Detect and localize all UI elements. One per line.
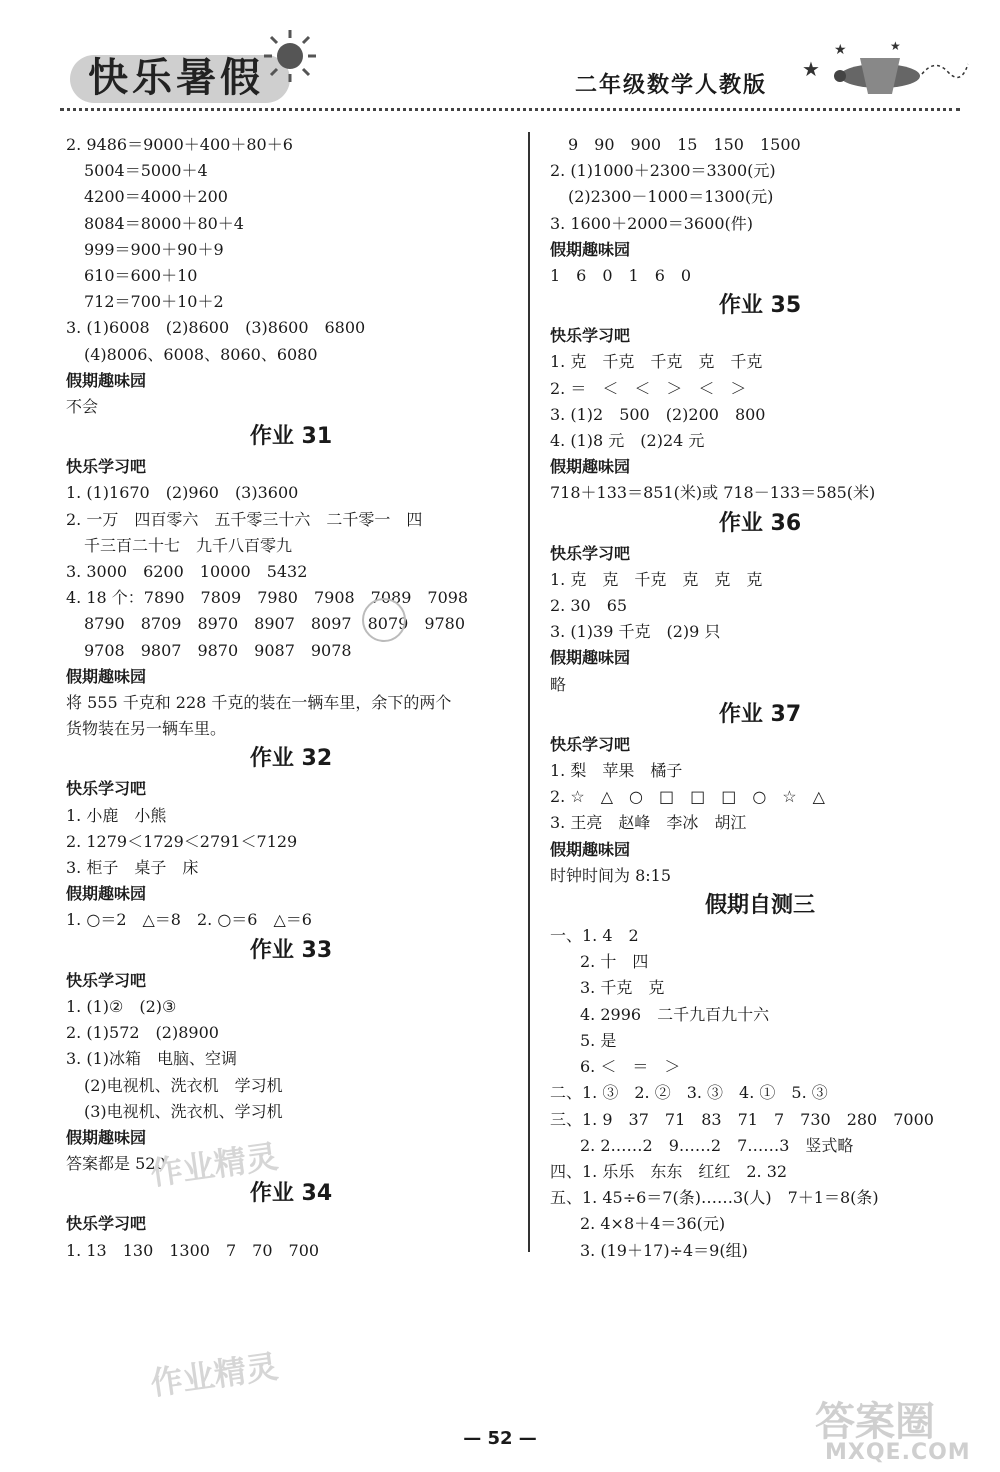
section-label: 假期趣味园 <box>550 239 631 259</box>
watermark-text-bottom: 作业精灵 <box>148 1347 281 1403</box>
section-label: 假期趣味园 <box>550 648 631 668</box>
answer-line: 3. 1600＋2000＝3600(件) <box>550 213 753 233</box>
answer-line: 1 6 0 1 6 0 <box>550 266 692 286</box>
answer-line-indented: 4200＝4000＋200 <box>84 187 228 207</box>
answer-line-indented: 9 90 900 15 150 1500 <box>568 135 801 154</box>
book-subtitle: 二年级数学人教版 <box>575 72 768 98</box>
section-label: 快乐学习吧 <box>550 326 631 346</box>
answer-line: 3. (1)2 500 (2)200 800 <box>550 404 766 424</box>
answer-line: 二、1. ③ 2. ② 3. ③ 4. ① 5. ③ <box>550 1083 828 1103</box>
left-answer-column <box>66 132 516 1264</box>
svg-text:★: ★ <box>890 39 901 53</box>
answer-line: 2. (1)572 (2)8900 <box>66 1023 219 1043</box>
answer-line-indented: 610＝600＋10 <box>84 266 198 286</box>
answer-line: 2. 30 65 <box>550 596 628 616</box>
answer-line-indented: 3. 千克 克 <box>580 978 665 998</box>
sun-icon <box>262 28 318 84</box>
logo-title: 快乐暑假 <box>88 55 264 101</box>
answer-line: 1. (1)② (2)③ <box>66 996 177 1016</box>
answer-line: 2. 一万 四百零六 五千零三十六 二千零一 四 <box>66 509 423 529</box>
answer-line: 1. ○＝2 △＝8 2. ○＝6 △＝6 <box>66 910 312 930</box>
airplane-icon <box>800 38 970 103</box>
answer-line-indented: 5004＝5000＋4 <box>84 161 208 181</box>
answer-line-indented: (2)电视机、洗衣机 学习机 <box>84 1075 283 1095</box>
answer-line-indented: 千三百二十七 九千八百零九 <box>84 535 293 555</box>
answer-line: 3. (1)6008 (2)8600 (3)8600 6800 <box>66 318 366 338</box>
answer-line: 4. (1)8 元 (2)24 元 <box>550 431 705 451</box>
section-label: 快乐学习吧 <box>550 543 631 563</box>
section-label: 假期趣味园 <box>550 457 631 477</box>
section-label: 假期趣味园 <box>66 884 147 904</box>
watermark-stamp-icon <box>362 598 406 642</box>
answer-line: 1. (1)1670 (2)960 (3)3600 <box>66 483 299 503</box>
section-label: 快乐学习吧 <box>66 457 147 477</box>
answer-line-indented: 5. 是 <box>580 1030 617 1050</box>
answer-line: 不会 <box>66 397 99 417</box>
answer-line: 3. (1)冰箱 电脑、空调 <box>66 1049 238 1069</box>
answer-line: 三、1. 9 37 71 83 71 7 730 280 7000 <box>550 1109 934 1129</box>
answer-line: 1. 克 千克 千克 克 千克 <box>550 352 763 372</box>
answer-line: 货物装在另一辆车里。 <box>66 719 227 739</box>
svg-text:★: ★ <box>834 42 847 58</box>
answer-line-indented: 2. 十 四 <box>580 952 649 972</box>
answer-line: 3. (1)39 千克 (2)9 只 <box>550 622 721 642</box>
page-number: — 52 — <box>463 1428 537 1449</box>
answer-line-indented: 2. 2……2 9……2 7……3 竖式略 <box>580 1135 854 1155</box>
homework-heading: 作业 32 <box>249 746 333 772</box>
homework-heading: 作业 37 <box>718 701 802 727</box>
answer-line: 2. ☆ △ ○ □ □ □ ○ ☆ △ <box>550 787 825 807</box>
answer-line: 将 555 千克和 228 千克的装在一辆车里，余下的两个 <box>66 693 452 713</box>
right-answer-column <box>550 132 970 1264</box>
answer-line: 2. (1)1000＋2300＝3300(元) <box>550 161 776 181</box>
homework-heading: 作业 33 <box>249 937 333 963</box>
answer-line-indented: 2. 4×8＋4＝36(元) <box>580 1214 726 1234</box>
section-label: 假期趣味园 <box>66 370 147 390</box>
section-label: 快乐学习吧 <box>550 734 631 754</box>
homework-heading: 假期自测三 <box>704 893 815 919</box>
answer-line-indented: 4. 2996 二千九百九十六 <box>580 1004 770 1024</box>
svg-text:★: ★ <box>802 57 820 81</box>
homework-heading: 作业 31 <box>249 424 333 450</box>
answer-line: 2. ＝ ＜ ＜ ＞ ＜ ＞ <box>550 378 747 398</box>
answer-line: 1. 小鹿 小熊 <box>66 805 167 825</box>
answer-line: 2. 1279＜1729＜2791＜7129 <box>66 831 298 851</box>
header-dotted-rule <box>60 108 960 111</box>
answer-line: 3. 柜子 桌子 床 <box>66 858 199 878</box>
answer-line-indented: 712＝700＋10＋2 <box>84 292 224 312</box>
answer-line: 3. 3000 6200 10000 5432 <box>66 562 308 582</box>
answer-line-indented: 999＝900＋90＋9 <box>84 239 224 259</box>
answer-line-indented: (4)8006、6008、8060、6080 <box>84 344 318 364</box>
section-label: 快乐学习吧 <box>66 1214 147 1234</box>
homework-heading: 作业 35 <box>718 293 802 319</box>
answer-line-indented: (3)电视机、洗衣机、学习机 <box>84 1101 283 1121</box>
section-label: 假期趣味园 <box>550 839 631 859</box>
watermark-logo: 答案圈 <box>815 1399 935 1445</box>
answer-line: 略 <box>550 674 567 694</box>
answer-line: 718＋133＝851(米)或 718－133＝585(米) <box>550 483 876 503</box>
answer-line: 1. 13 130 1300 7 70 700 <box>66 1240 320 1260</box>
section-label: 假期趣味园 <box>66 1127 147 1147</box>
answer-line: 五、1. 45÷6＝7(条)……3(人) 7＋1＝8(条) <box>550 1188 879 1208</box>
answer-line-indented: (2)2300－1000＝1300(元) <box>568 187 774 207</box>
section-label: 快乐学习吧 <box>66 970 147 990</box>
column-divider <box>528 132 530 1252</box>
answer-line: 2. 9486＝9000＋400＋80＋6 <box>66 135 293 154</box>
answer-line: 3. 王亮 赵峰 李冰 胡江 <box>550 813 747 833</box>
answer-line: 答案都是 520 <box>66 1154 166 1174</box>
watermark-text-mid: 作业精灵 <box>148 1137 281 1193</box>
answer-line: 4. 18 个：7890 7809 7980 7908 7089 7098 <box>66 588 469 608</box>
answer-line: 时钟时间为 8:15 <box>550 865 672 885</box>
section-label: 假期趣味园 <box>66 666 147 686</box>
answer-line: 1. 梨 苹果 橘子 <box>550 761 683 781</box>
answer-line-indented: 6. ＜ ＝ ＞ <box>580 1057 681 1077</box>
answer-line-indented: 3. (19＋17)÷4＝9(组) <box>580 1240 748 1260</box>
answer-line: 一、1. 4 2 <box>550 926 639 946</box>
section-label: 快乐学习吧 <box>66 779 147 799</box>
homework-heading: 作业 34 <box>249 1181 333 1207</box>
answer-line-indented: 8790 8709 8970 8907 8097 8079 9780 <box>84 614 466 634</box>
answer-line-indented: 8084＝8000＋80＋4 <box>84 213 244 233</box>
watermark-url: MXQE.COM <box>825 1440 971 1465</box>
answer-line-indented: 9708 9807 9870 9087 9078 <box>84 640 352 660</box>
homework-heading: 作业 36 <box>718 510 802 536</box>
answer-line: 1. 克 克 千克 克 克 克 <box>550 569 763 589</box>
answer-line: 四、1. 乐乐 东东 红红 2. 32 <box>550 1161 788 1181</box>
page-header <box>0 0 1000 125</box>
